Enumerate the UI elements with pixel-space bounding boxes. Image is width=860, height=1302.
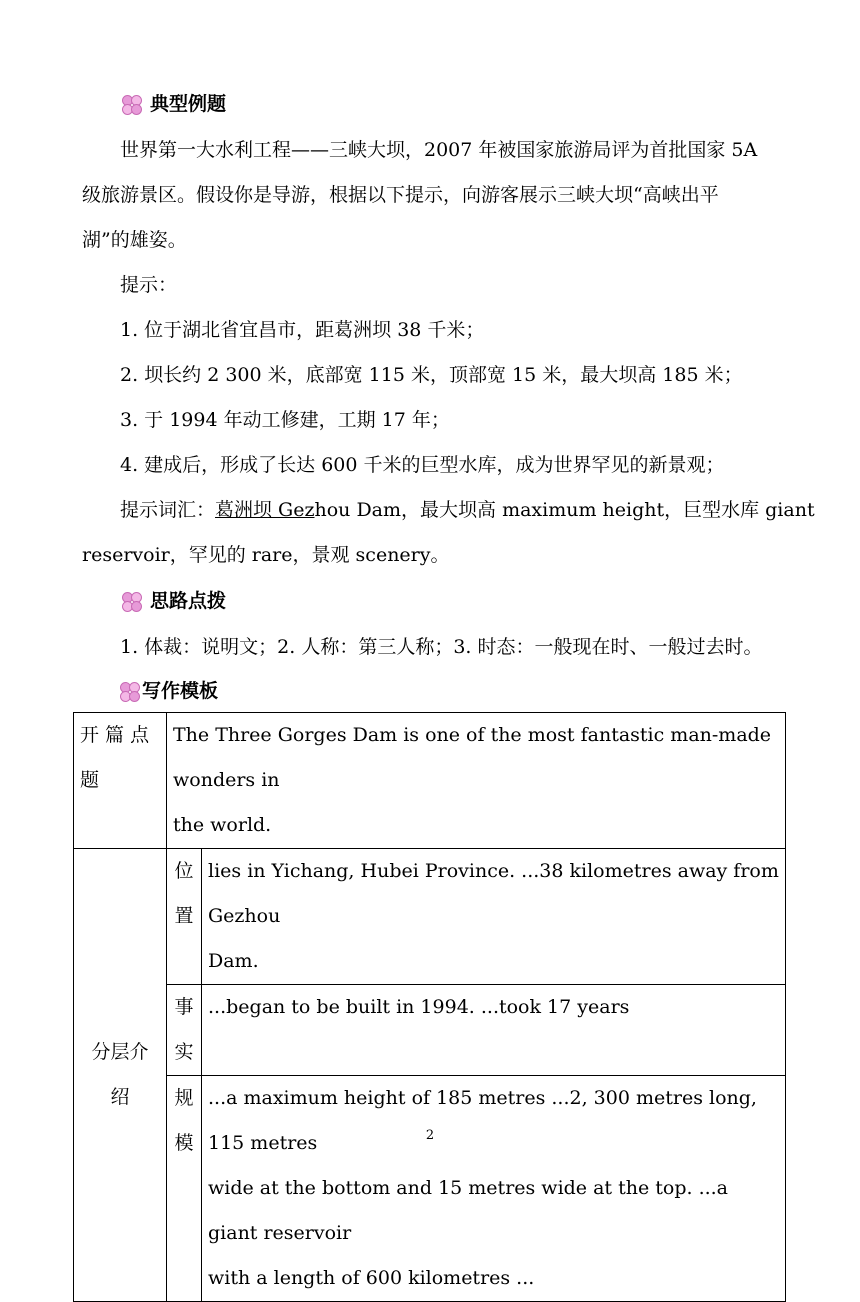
idea-heading-text: 思路点拨 bbox=[150, 590, 227, 612]
hint-item: 4. 建成后，形成了长达 600 千米的巨型水库，成为世界罕见的新景观； bbox=[120, 454, 725, 476]
table-row bbox=[74, 849, 786, 985]
layered-label: 绍 bbox=[110, 1086, 130, 1108]
flower-icon bbox=[120, 93, 142, 115]
sub-content: ...a maximum height of 185 metres ...2, 300 metres long, 115 metres bbox=[208, 1087, 757, 1154]
template-table bbox=[73, 712, 786, 1302]
sub-label-blank bbox=[167, 1166, 201, 1211]
sub-label: 实 bbox=[174, 1041, 194, 1063]
sub-content: Dam. bbox=[208, 950, 259, 972]
hint-item: 2. 坝长约 2 300 米，底部宽 115 米，顶部宽 15 米，最大坝高 185 米； bbox=[120, 364, 743, 386]
sub-label: 置 bbox=[174, 905, 194, 927]
vocab-line: reservoir，罕见的 rare，景观 scenery。 bbox=[82, 544, 450, 566]
opening-content: the world. bbox=[173, 814, 272, 836]
example-heading bbox=[120, 92, 226, 116]
example-paragraph-line: 世界第一大水利工程——三峡大坝，2007 年被国家旅游局评为首批国家 5A bbox=[120, 139, 758, 161]
sub-label: 事 bbox=[174, 996, 194, 1018]
opening-content-cell bbox=[167, 713, 786, 849]
vocab-prefix: 提示词汇： bbox=[120, 499, 216, 521]
sub-content: with a length of 600 kilometres ... bbox=[208, 1267, 535, 1289]
sub-content-cell bbox=[202, 849, 786, 985]
vocab-rest: hou Dam，最大坝高 maximum height，巨型水库 giant bbox=[314, 499, 815, 521]
layered-label: 分层介 bbox=[91, 1041, 149, 1063]
sub-label: 规 bbox=[174, 1087, 194, 1109]
opening-content: The Three Gorges Dam is one of the most fantastic man-made wonders in bbox=[173, 724, 772, 791]
idea-heading bbox=[120, 589, 226, 613]
opening-label: 题 bbox=[80, 769, 100, 791]
example-paragraph-line: 级旅游景区。假设你是导游，根据以下提示，向游客展示三峡大坝“高峡出平 bbox=[82, 184, 719, 206]
sub-label-cell bbox=[167, 985, 202, 1076]
template-heading bbox=[118, 679, 218, 703]
flower-icon bbox=[118, 680, 140, 702]
idea-text: 1. 体裁：说明文；2. 人称：第三人称；3. 时态：一般现在时、一般过去时。 bbox=[120, 636, 763, 658]
sub-label: 模 bbox=[174, 1132, 194, 1154]
sub-label-cell bbox=[167, 1076, 202, 1302]
sub-content: lies in Yichang, Hubei Province. ...38 kilometres away from Gezhou bbox=[208, 860, 779, 927]
vocab-line bbox=[120, 498, 815, 522]
vocab-underlined: 葛洲坝 Gez bbox=[215, 499, 315, 521]
sub-content-cell bbox=[202, 1076, 786, 1302]
table-row bbox=[74, 985, 786, 1076]
hint-label: 提示： bbox=[120, 274, 178, 296]
sub-content-blank bbox=[208, 1030, 779, 1075]
hint-item: 1. 位于湖北省宜昌市，距葛洲坝 38 千米； bbox=[120, 319, 485, 341]
sub-content: ...began to be built in 1994. ...took 17 years bbox=[208, 996, 630, 1018]
sub-label: 位 bbox=[174, 860, 194, 882]
example-paragraph-line: 湖”的雄姿。 bbox=[82, 229, 187, 251]
flower-icon bbox=[120, 590, 142, 612]
table-row bbox=[74, 1076, 786, 1302]
template-heading-text: 写作模板 bbox=[142, 680, 219, 702]
opening-label: 开 篇 点 bbox=[80, 724, 150, 746]
sub-content-cell bbox=[202, 985, 786, 1076]
hint-item: 3. 于 1994 年动工修建，工期 17 年； bbox=[120, 409, 450, 431]
sub-label-cell bbox=[167, 849, 202, 985]
sub-content: wide at the bottom and 15 metres wide at the top. ...a giant reservoir bbox=[208, 1177, 729, 1244]
table-row bbox=[74, 713, 786, 849]
example-heading-text: 典型例题 bbox=[150, 93, 227, 115]
opening-label-cell bbox=[74, 713, 167, 849]
layered-label-cell bbox=[74, 849, 167, 1302]
page-number: 2 bbox=[425, 1128, 435, 1143]
